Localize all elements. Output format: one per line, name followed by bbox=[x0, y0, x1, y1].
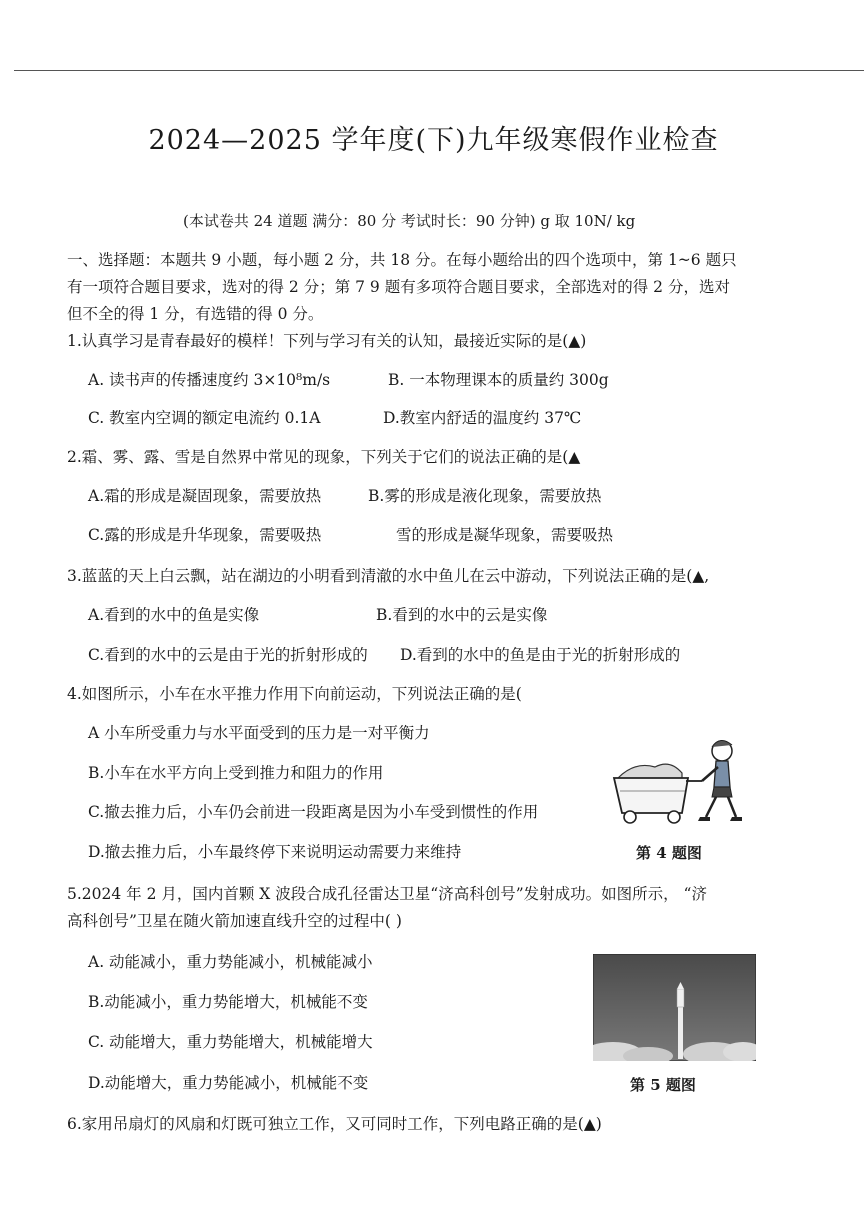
q4-option-c: C.撤去推力后，小车仍会前进一段距离是因为小车受到惯性的作用 bbox=[88, 803, 539, 821]
figure-4-caption: 第 4 题图 bbox=[636, 844, 702, 862]
question-4-stem: 4.如图所示，小车在水平推力作用下向前运动，下列说法正确的是( bbox=[67, 685, 522, 703]
q2-option-b: B.雾的形成是液化现象，需要放热 bbox=[368, 487, 602, 505]
exam-info: (本试卷共 24 道题 满分：80 分 考试时长：90 分钟) g 取 10N/ kg bbox=[183, 212, 636, 230]
section-instructions-line-3: 但不全的得 1 分，有选错的得 0 分。 bbox=[67, 305, 324, 323]
rocket-launch-photo bbox=[593, 954, 756, 1061]
figure-5-caption: 第 5 题图 bbox=[630, 1076, 696, 1094]
question-1-stem: 1.认真学习是青春最好的模样！下列与学习有关的认知，最接近实际的是(▲) bbox=[67, 332, 587, 350]
q1-option-c: C. 教室内空调的额定电流约 0.1A bbox=[88, 409, 321, 427]
q3-option-a: A.看到的水中的鱼是实像 bbox=[88, 606, 260, 624]
q3-option-c: C.看到的水中的云是由于光的折射形成的 bbox=[88, 646, 368, 664]
q2-option-d: 雪的形成是凝华现象，需要吸热 bbox=[396, 526, 614, 544]
question-5-stem-line-1: 5.2024 年 2 月，国内首颗 X 波段合成孔径雷达卫星“济高科创号”发射成功。如图所示， “济 bbox=[67, 885, 707, 903]
q3-option-b: B.看到的水中的云是实像 bbox=[376, 606, 548, 624]
q4-option-b: B.小车在水平方向上受到推力和阻力的作用 bbox=[88, 764, 384, 782]
question-5-stem-line-2: 高科创号”卫星在随火箭加速直线升空的过程中( ) bbox=[67, 912, 402, 930]
q2-option-a: A.霜的形成是凝固现象，需要放热 bbox=[88, 487, 322, 505]
q4-option-a: A 小车所受重力与水平面受到的压力是一对平衡力 bbox=[88, 724, 430, 742]
question-2-stem: 2.霜、雾、露、雪是自然界中常见的现象，下列关于它们的说法正确的是(▲ bbox=[67, 448, 581, 466]
q1-option-a: A. 读书声的传播速度约 3×10⁸m/s bbox=[88, 371, 331, 389]
question-3-stem: 3.蓝蓝的天上白云飘，站在湖边的小明看到清澈的水中鱼儿在云中游动，下列说法正确的是(▲, bbox=[67, 567, 710, 585]
q5-option-c: C. 动能增大，重力势能增大，机械能增大 bbox=[88, 1033, 373, 1051]
question-6-stem: 6.家用吊扇灯的风扇和灯既可独立工作，又可同时工作，下列电路正确的是(▲) bbox=[67, 1115, 602, 1133]
cart-pushing-figure bbox=[610, 733, 745, 828]
q4-option-d: D.撤去推力后，小车最终停下来说明运动需要力来维持 bbox=[88, 843, 462, 861]
q1-option-b: B. 一本物理课本的质量约 300g bbox=[388, 371, 609, 389]
q1-option-d: D.教室内舒适的温度约 37℃ bbox=[383, 409, 582, 427]
section-instructions-line-2: 有一项符合题目要求，选对的得 2 分；第 7 9 题有多项符合题目要求，全部选对的得 2 分，选对 bbox=[67, 278, 730, 296]
q5-option-d: D.动能增大，重力势能减小，机械能不变 bbox=[88, 1074, 369, 1092]
q5-option-a: A. 动能减小，重力势能减小，机械能减小 bbox=[88, 953, 373, 971]
q5-option-b: B.动能减小，重力势能增大，机械能不变 bbox=[88, 993, 368, 1011]
section-instructions-line-1: 一、选择题：本题共 9 小题，每小题 2 分，共 18 分。在每小题给出的四个选项中，第 1~6 题只 bbox=[67, 251, 737, 269]
q2-option-c: C.露的形成是升华现象，需要吸热 bbox=[88, 526, 322, 544]
top-rule bbox=[14, 70, 864, 71]
page-title: 2024—2025 学年度(下)九年级寒假作业检查 bbox=[148, 125, 719, 156]
q3-option-d: D.看到的水中的鱼是由于光的折射形成的 bbox=[400, 646, 681, 664]
